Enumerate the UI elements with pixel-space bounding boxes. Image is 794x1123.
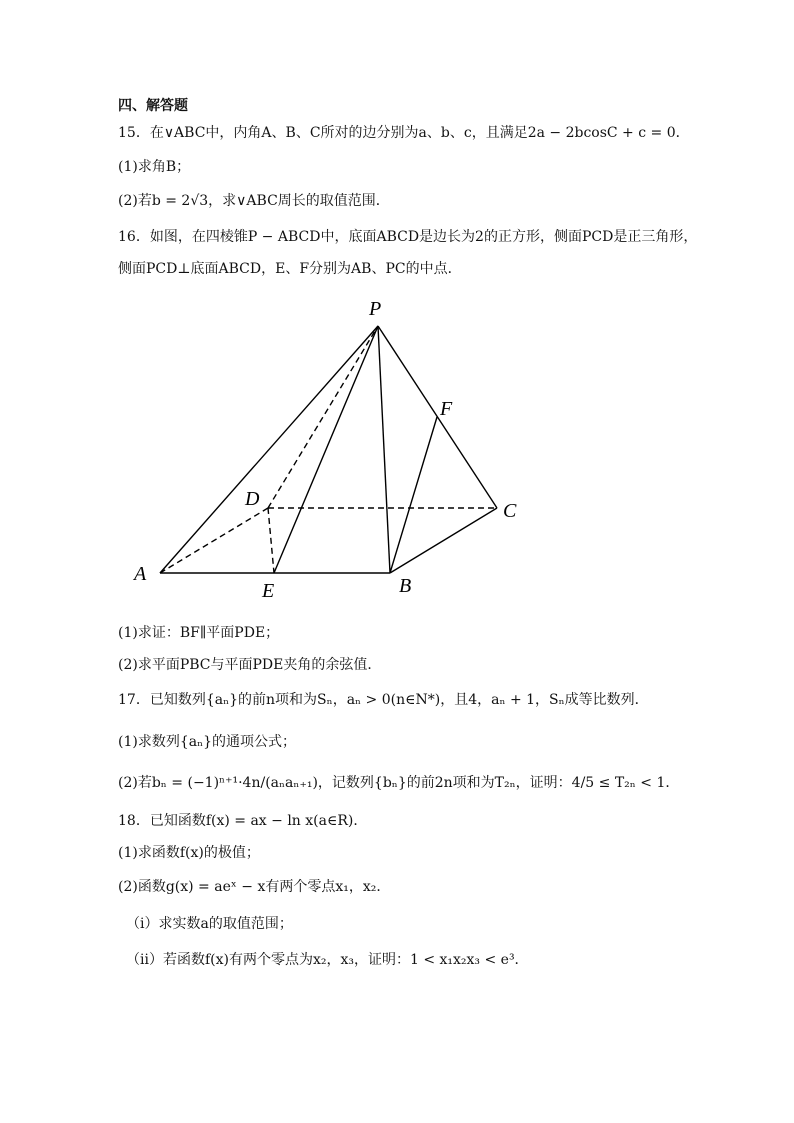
pyramid-figure xyxy=(0,290,794,610)
label-p: P xyxy=(369,298,382,320)
label-d: D xyxy=(245,488,260,510)
q18-sub-i: （i）求实数a的取值范围； xyxy=(126,916,293,932)
q17-stem: 17．已知数列{aₙ}的前n项和为Sₙ，aₙ > 0(n∈N*)，且4，aₙ + 1，Sₙ成等比数列． xyxy=(118,692,649,708)
q16-stem-line2: 侧面PCD⊥底面ABCD，E、F分别为AB、PC的中点． xyxy=(118,261,462,277)
edge-ad xyxy=(160,508,268,573)
edge-pc xyxy=(378,326,497,508)
q16-part2: (2)求平面PBC与平面PDE夹角的余弦值． xyxy=(118,657,382,673)
label-e: E xyxy=(262,580,275,602)
label-c: C xyxy=(503,500,517,522)
label-a: A xyxy=(134,563,147,585)
edge-pa xyxy=(160,326,378,573)
edge-de xyxy=(268,508,274,573)
edge-pb xyxy=(378,326,390,573)
q15-part2: (2)若b = 2√3，求∨ABC周长的取值范围． xyxy=(118,193,390,209)
edge-pd xyxy=(268,326,378,508)
q17-part1: (1)求数列{aₙ}的通项公式； xyxy=(118,734,297,750)
q18-part1: (1)求函数f(x)的极值； xyxy=(118,845,260,861)
q18-sub-ii: （ⅱ）若函数f(x)有两个零点为x₂，x₃，证明：1 < x₁x₂x₃ < e³． xyxy=(126,952,529,968)
edge-pe xyxy=(274,326,378,573)
section-title: 四、解答题 xyxy=(118,98,188,114)
q18-part2: (2)函数g(x) = aeˣ − x有两个零点x₁，x₂． xyxy=(118,879,391,895)
q16-part1: (1)求证：BF∥平面PDE； xyxy=(118,625,280,641)
q16-stem-line1: 16．如图，在四棱锥P − ABCD中，底面ABCD是边长为2的正方形，侧面PCD是正三角形， xyxy=(118,229,698,245)
q17-part2: (2)若bₙ = (−1)ⁿ⁺¹·4n/(aₙaₙ₊₁)，记数列{bₙ}的前2n项和为T₂ₙ，证明：4/5 ≤ T₂ₙ < 1． xyxy=(118,775,680,791)
edge-bf xyxy=(390,417,437,573)
q15-part1: (1)求角B； xyxy=(118,159,191,175)
label-f: F xyxy=(440,398,453,420)
q15-stem: 15．在∨ABC中，内角A、B、C所对的边分别为a、b、c，且满足2a − 2bcosC + c = 0． xyxy=(118,125,690,141)
q18-stem: 18．已知函数f(x) = ax − ln x(a∈R)． xyxy=(118,813,368,829)
label-b: B xyxy=(399,575,412,597)
